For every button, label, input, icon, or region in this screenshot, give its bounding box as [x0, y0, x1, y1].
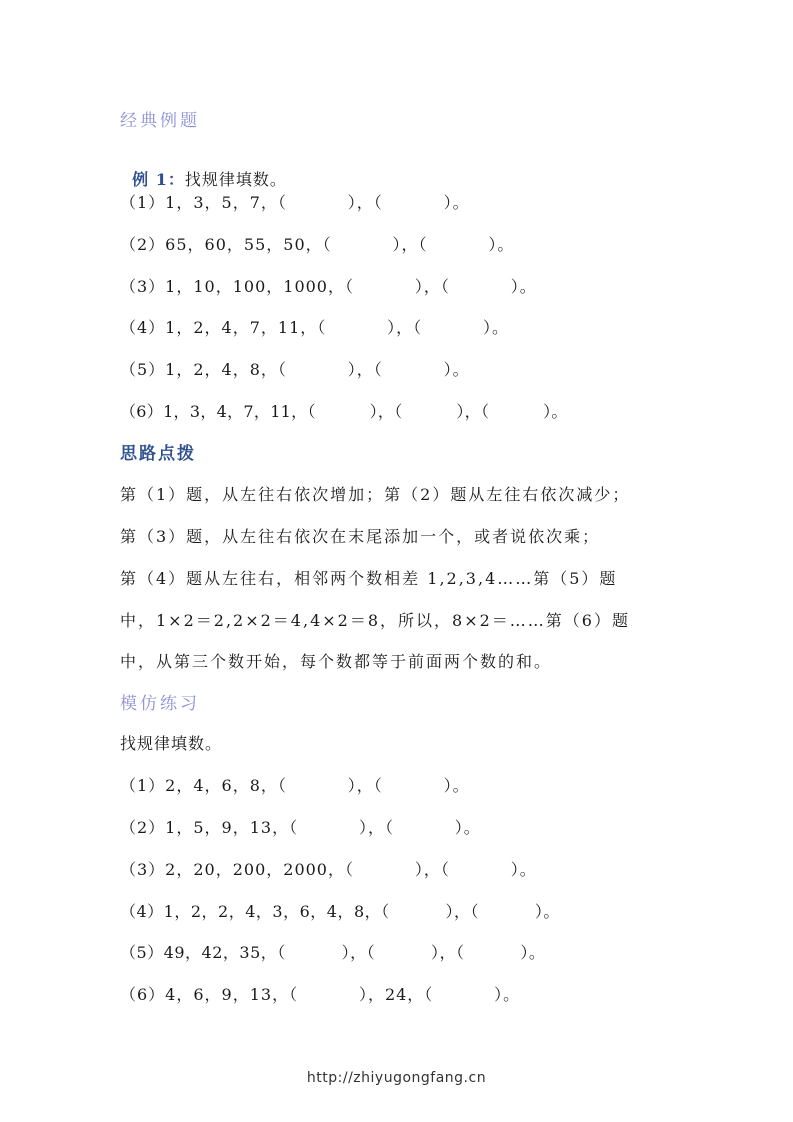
footer-url: http://zhiyugongfang.cn: [306, 1070, 487, 1086]
explanation-line-3: 第（4）题从左往右，相邻两个数相差 1,2,3,4……第（5）题: [120, 569, 618, 588]
practice-item-6: （6）4，6，9，13，（ ），24，（ ）。: [120, 985, 521, 1004]
example-label: 例 1：: [132, 170, 185, 189]
example-item-2: （2）65，60，55，50，（ ），（ ）。: [120, 235, 515, 254]
example-item-5: （5）1，2，4，8，（ ），（ ）。: [120, 360, 470, 379]
explanation-line-5: 中，从第三个数开始，每个数都等于前面两个数的和。: [120, 652, 553, 671]
practice-item-1: （1）2，4，6，8，（ ），（ ）。: [120, 776, 470, 795]
example-prompt: 找规律填数。: [184, 170, 287, 189]
section-title-classic-examples: 经典例题: [120, 111, 200, 131]
practice-item-2: （2）1，5，9，13，（ ），（ ）。: [120, 818, 481, 837]
explanation-line-1: 第（1）题，从左往右依次增加；第（2）题从左往右依次减少；: [120, 485, 631, 504]
practice-item-4: （4）1，2，2，4，3，6，4，8，（ ），（ ）。: [120, 902, 560, 921]
example-item-4: （4）1，2，4，7，11，（ ），（ ）。: [120, 318, 509, 337]
example-item-6: （6）1，3，4，7，11，（ ），（ ），（ ）。: [120, 402, 568, 421]
example-item-1: （1）1，3，5，7，（ ），（ ）。: [120, 193, 470, 212]
explanation-line-4: 中，1×2＝2,2×2＝4,4×2＝8，所以，8×2＝……第（6）题: [120, 611, 630, 630]
practice-prompt: 找规律填数。: [120, 734, 223, 753]
example-heading: [120, 148, 287, 190]
practice-item-5: （5）49，42，35，（ ），（ ），（ ）。: [120, 943, 546, 962]
section-title-practice: 模仿练习: [120, 694, 200, 714]
example-item-3: （3）1，10，100，1000，（ ），（ ）。: [120, 277, 537, 296]
explanation-line-2: 第（3）题，从左往右依次在末尾添加一个，或者说依次乘；: [120, 527, 601, 546]
section-title-hints: 思路点拨: [120, 444, 196, 464]
practice-item-3: （3）2，20，200，2000，（ ），（ ）。: [120, 860, 537, 879]
